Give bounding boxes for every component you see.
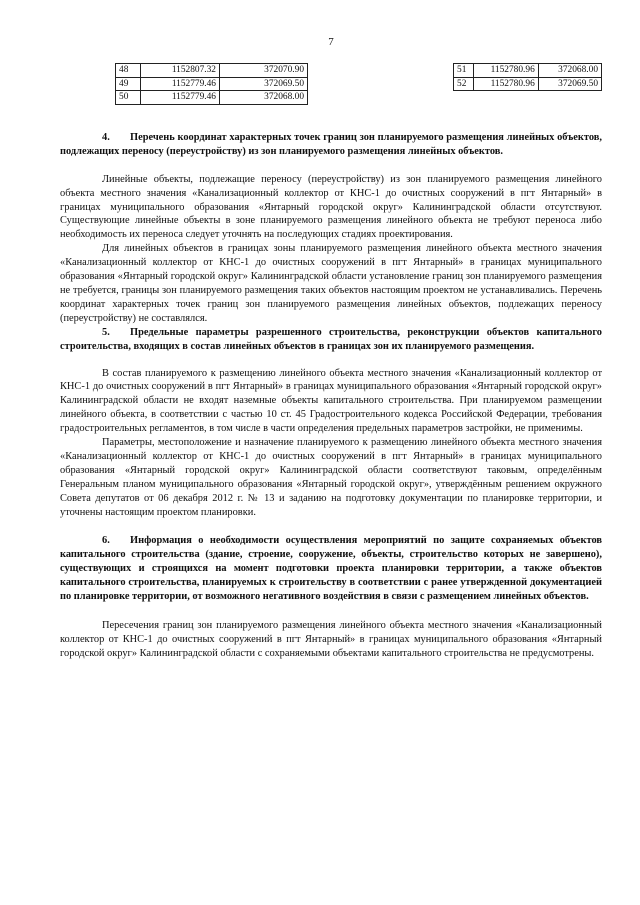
section-4-heading xyxy=(60,131,602,159)
point-number-cell: 51 xyxy=(454,63,474,77)
x-coordinate-cell: 1152780.96 xyxy=(473,63,538,77)
y-coordinate-cell: 372069.50 xyxy=(538,77,601,91)
point-number-cell: 48 xyxy=(116,63,141,77)
section-6-heading xyxy=(60,534,602,604)
section-5-paragraph-2: Параметры, местоположение и назначение планируемого к размещению линейного объекта местного значения «Канализационный коллектор от КНС-1 до очистных сооружений в пгт Янтарный» в границах муниципального образования «Янтарный городской округ» Калининградской области соответствуют таковым, определённым Генеральным планом муниципального образования «Янтарный городской округ», утверждённым решением окружного Совета депутатов от 06 декабря 2012 г. № 13 и заданию на подготовку документации по планировке территории, и уточнены настоящим проектом планировки. xyxy=(60,437,602,518)
section-4-title: Перечень координат характерных точек границ зон планируемого размещения линейных объектов, подлежащих переносу (переустройству) из зон планируемого размещения линейных объектов. xyxy=(60,131,602,157)
point-number-cell: 52 xyxy=(454,77,474,91)
x-coordinate-cell: 1152779.46 xyxy=(141,91,220,105)
section-4-paragraph-2: Для линейных объектов в границах зоны планируемого размещения линейного объекта местного значения «Канализационный коллектор от КНС-1 до очистных сооружений в пгт Янтарный» в границах муниципального образования «Янтарный городской округ» Калининградской области установление границ зон планируемого размещения не требуется, границы зон планируемого размещения таких объектов настоящим проектом не устанавливались. Перечень координат характерных точек границ зон планируемого размещения линейных объектов, подлежащих переносу (переустройству) не составлялся. xyxy=(60,243,602,324)
x-coordinate-cell: 1152807.32 xyxy=(141,63,220,77)
coordinate-row xyxy=(454,63,602,77)
section-4-paragraph-1: Линейные объекты, подлежащие переносу (переустройству) из зон планируемого размещения линейного объекта местного значения «Канализационный коллектор от КНС-1 до очистных сооружений в пгт Янтарный» в границах муниципального образования «Янтарный городской округ» Калининградской области отсутствуют. Существующие линейные объекты в зоне планируемого размещения линейного объекта не требуют переноса либо необходимость их переноса следует уточнять на последующих стадиях проектирования. xyxy=(60,173,602,241)
y-coordinate-cell: 372070.90 xyxy=(220,63,308,77)
x-coordinate-cell: 1152780.96 xyxy=(473,77,538,91)
section-5-title: Предельные параметры разрешенного строительства, реконструкции объектов капитального строительства, входящих в состав линейных объектов в границах зон их планируемого размещения. xyxy=(60,326,602,352)
coordinate-row xyxy=(116,77,308,91)
section-6-title: Информация о необходимости осуществления мероприятий по защите сохраняемых объектов капитального строительства (здание, строение, сооружение, объекты, строительство которых не завершено), существующих и строящихся на момент подготовки проекта планировки территории, а также объектов капитального строительства, планируемых к строительству в соответствии с ранее утвержденной документацией по планировке территории, от возможного негативного воздействия в связи с размещением линейных объектов. xyxy=(60,535,602,603)
y-coordinate-cell: 372068.00 xyxy=(538,63,601,77)
section-5-number: 5. xyxy=(102,326,110,338)
section-5-heading xyxy=(60,326,602,354)
section-6-paragraph-1: Пересечения границ зон планируемого размещения линейного объекта местного значения «Канализационный коллектор от КНС-1 до очистных сооружений в пгт Янтарный» в границах муниципального образования «Янтарный городской округ» Калининградской области с сохраняемыми объектами капитального строительства не предусмотрены. xyxy=(60,620,602,659)
y-coordinate-cell: 372069.50 xyxy=(220,77,308,91)
coordinate-row xyxy=(454,77,602,91)
coordinate-row xyxy=(116,63,308,77)
coordinates-tables xyxy=(60,63,602,113)
section-5-paragraph-1: В состав планируемого к размещению линейного объекта местного значения «Канализационный коллектор от КНС-1 до очистных сооружений в пгт Янтарный» в границах муниципального образования «Янтарный городской округ» Калининградской области не входят наземные объекты капитального строительства. При планируемом размещении линейного объекта, в соответствии с частью 10 ст. 45 Градостроительного кодекса Российской Федерации, требования градостроительных регламентов, в том числе в части определения предельных параметров застройки, не применимы. xyxy=(60,367,602,435)
coordinates-table-right xyxy=(453,63,602,91)
page-number: 7 xyxy=(328,36,334,48)
x-coordinate-cell: 1152779.46 xyxy=(141,77,220,91)
point-number-cell: 49 xyxy=(116,77,141,91)
y-coordinate-cell: 372068.00 xyxy=(220,91,308,105)
point-number-cell: 50 xyxy=(116,91,141,105)
coordinate-row xyxy=(116,91,308,105)
section-6-number: 6. xyxy=(102,535,110,547)
coordinates-table-left xyxy=(115,63,308,105)
section-4-number: 4. xyxy=(102,131,110,143)
